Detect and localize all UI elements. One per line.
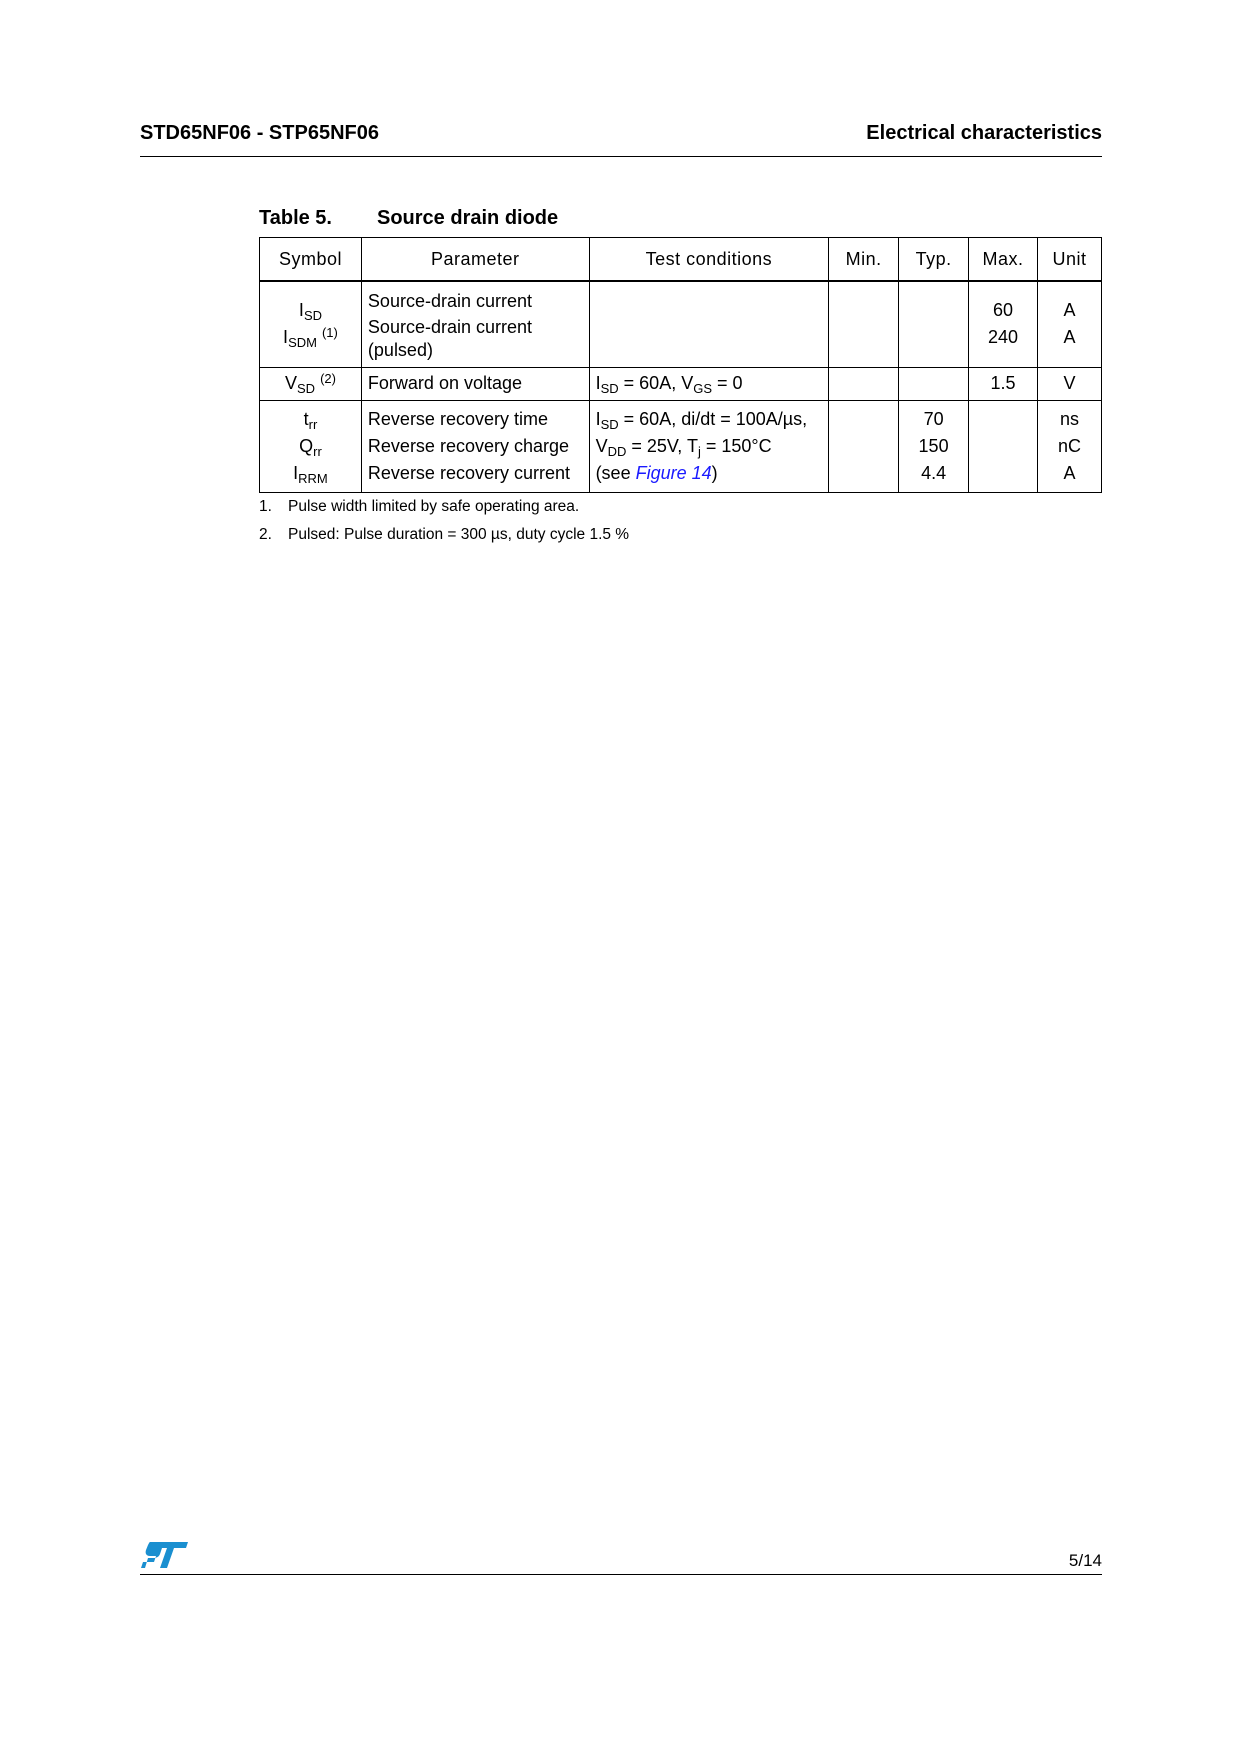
typ-cell <box>899 281 969 367</box>
col-unit: Unit <box>1038 238 1102 282</box>
unit-cell: ns nC A <box>1038 400 1102 492</box>
parameter-cell: Forward on voltage <box>361 367 589 400</box>
col-symbol: Symbol <box>260 238 362 282</box>
symbol-cell: $I_{SD}$ $I_{SDM}$ $^{(1)}$ <box>260 281 362 367</box>
min-cell <box>829 281 899 367</box>
col-parameter: Parameter <box>361 238 589 282</box>
table-header-row <box>260 238 1102 282</box>
col-min: Min. <box>829 238 899 282</box>
test-conditions-cell <box>589 281 829 367</box>
test-conditions-cell: $I_{SD} = 60A$, $V_{GS} = 0$ <box>589 367 829 400</box>
max-cell <box>969 400 1038 492</box>
parameter-cell: Reverse recovery time Reverse recovery charge Reverse recovery current <box>361 400 589 492</box>
table-row <box>260 281 1102 367</box>
st-logo-icon <box>140 1540 190 1570</box>
min-cell <box>829 367 899 400</box>
typ-cell <box>899 367 969 400</box>
table-caption <box>259 207 558 230</box>
symbol-cell: $V_{SD}$ $^{(2)}$ <box>260 367 362 400</box>
document-part-numbers: STD65NF06 - STP65NF06 <box>140 122 379 144</box>
page-number: 5/14 <box>1068 1551 1102 1570</box>
typ-cell: 70 150 4.4 <box>899 400 969 492</box>
col-max: Max. <box>969 238 1038 282</box>
min-cell <box>829 400 899 492</box>
footnote: 1. Pulse width limited by safe operating area. <box>259 498 580 515</box>
max-cell: 60 240 <box>969 281 1038 367</box>
unit-cell: V <box>1038 367 1102 400</box>
unit-cell: A A <box>1038 281 1102 367</box>
page-header <box>140 118 1102 157</box>
table-footnotes <box>259 498 629 554</box>
parameter-cell: Source-drain current Source-drain current (pulsed) <box>361 281 589 367</box>
table-title: Source drain diode <box>377 207 559 229</box>
page-footer <box>140 1540 1102 1575</box>
test-conditions-cell: $I_{SD} = 60A$, di/dt = 100A/µs, $V_{DD} = 25V$, $T_j = 150^\circ C$ (see Figure 14) <box>589 400 829 492</box>
col-test-conditions: Test conditions <box>589 238 829 282</box>
source-drain-diode-table <box>259 237 1102 493</box>
symbol-cell: $t_{rr}$ $Q_{rr}$ $I_{RRM}$ <box>260 400 362 492</box>
table-row <box>260 367 1102 400</box>
table-row <box>260 400 1102 492</box>
section-title: Electrical characteristics <box>866 122 1102 144</box>
footnote: 2. Pulsed: Pulse duration = 300 µs, duty cycle 1.5 % <box>259 526 630 543</box>
table-number: Table 5. <box>259 207 332 229</box>
figure-14-link[interactable]: Figure 14 <box>635 462 712 483</box>
max-cell: 1.5 <box>969 367 1038 400</box>
col-typ: Typ. <box>899 238 969 282</box>
